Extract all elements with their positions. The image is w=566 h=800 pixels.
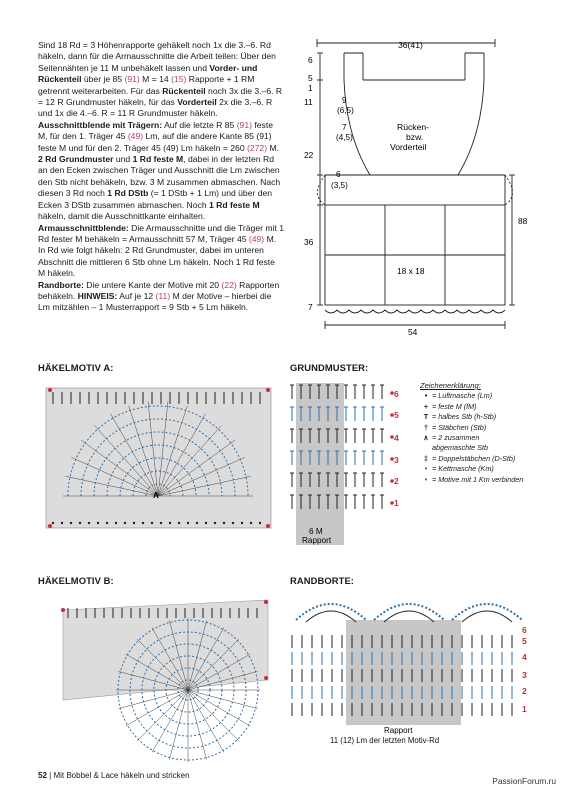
dim-left-36: 36 [304, 237, 314, 247]
motiv-b-ray [126, 690, 188, 726]
rb-scallop [452, 604, 522, 620]
dim-3-5: (3,5) [331, 181, 348, 190]
heading-randborte: RANDBORTE: [290, 575, 355, 586]
motiv-a-chain [214, 522, 216, 524]
dim-left-7: 7 [308, 302, 313, 312]
legend-item: + = feste M (fM) [423, 401, 477, 411]
randborte-chart [286, 590, 526, 740]
gm-row-5: 5 [394, 410, 399, 420]
center-label-2: bzw. [406, 132, 424, 142]
center-label-1: Rücken- [397, 122, 429, 132]
gm-row-1: 1 [394, 498, 399, 508]
motiv-b-ray [188, 690, 239, 741]
motiv-b-ray [188, 690, 224, 752]
dim-left-5: 5 [308, 73, 313, 83]
motiv-a-chain [223, 522, 225, 524]
motiv-a-chain [241, 522, 243, 524]
dim-left-11: 11 [304, 97, 313, 107]
gm-row-4: 4 [394, 433, 399, 443]
rb-row-3: 3 [522, 670, 527, 680]
motiv-b-ray [152, 690, 188, 752]
instruction-p4: Randborte: Die untere Kante der Motive mit 20 (22) Rapporten behäkeln. HINWEIS: Auf je 12 (11) M der Motive – hierbei die Lm mitzählen – 1 Musterrapport = 9 Stb + 5 Lm häkeln. [38, 279, 280, 313]
grundmuster-rapport-1: 6 M [309, 527, 323, 536]
motiv-a-chain [97, 522, 99, 524]
motiv-a-chain [151, 522, 153, 524]
motiv-a-join [266, 388, 270, 392]
gm-row-2: 2 [394, 476, 399, 486]
footer-separator: | [49, 771, 52, 780]
legend-item: † = Stäbchen (Stb) [424, 422, 487, 432]
motiv-a-chain [259, 522, 261, 524]
motiv-a-join [48, 388, 52, 392]
rb-row-6: 6 [522, 625, 527, 635]
motiv-a-join [266, 524, 270, 528]
watermark: PassionForum.ru [492, 776, 556, 786]
gm-row-3: 3 [394, 455, 399, 465]
motiv-a-chain [124, 522, 126, 524]
legend [420, 381, 560, 485]
rb-row-4: 4 [522, 652, 527, 662]
rb-row-5: 5 [522, 636, 527, 646]
motiv-b-ray [188, 690, 250, 726]
motiv-a-chart [38, 378, 278, 543]
footer-title: Mit Bobbel & Lace häkeln und stricken [53, 771, 190, 780]
motiv-a-chain [160, 522, 162, 524]
motiv-a-chain [205, 522, 207, 524]
rb-scallop [374, 604, 444, 620]
motiv-b-ray [137, 690, 188, 741]
motiv-a-chain [142, 522, 144, 524]
instruction-p2: Ausschnittblende mit Trägern: Auf die letzte R 85 (91) feste M, für den 1. Träger 45 (49) Lm, auf die andere Kante 85 (91) feste M und für den 2. Träger 45 (49) Lm häkeln = 260 (272) M. 2 Rd Grundmuster und 1 Rd feste M, dabei in der letzten Rd an den Ecken zwischen Träger und Ausschnitt die Lm zwischen den Stb nicht behäkeln, bzw. 3 M zusammen abmaschen. Nach diesen 3 Rd noch 1 Rd DStb (= 1 DStb + 1 Lm) und über den Ecken 3 DStb zusammen abmaschen. Noch 1 Rd feste M häkeln, damit die Ausschnittkante einhalten. [38, 119, 281, 222]
randborte-rapport-1: Rapport [384, 726, 413, 735]
motiv-a-chain [61, 522, 63, 524]
motiv-a-join [48, 524, 52, 528]
instruction-p3: Armausschnittblende: Die Armausschnitte und die Träger mit 1 Rd fester M behäkeln = Armausschnitt 57 M, Träger 45 (49) M. In Rd wie folgt häkeln: 2 Rd Grundmuster, dabei im unteren Abschnitt die mittleren 6 Stb ohne Lm häkeln. Noch 1 Rd feste M häkeln. [38, 222, 284, 279]
dim-bottom-54: 54 [408, 327, 418, 337]
instruction-p1: Sind 18 Rd = 3 Höhenrapporte gehäkelt noch 1x die 3.–6. Rd häkeln, dann für die Armausschnitte die Arbeit teilen: Über den Seitennähten je 11 M unbehäkelt lassen und Vorder- und Rückenteil über je 85 (91) M = 14 (15) Rapporte + 1 RM getrennt weiterarbeiten. Für das Rückenteil noch 3x die 3.–6. R = 12 R Grundmuster häkeln, für das Vorderteil 2x die 3.–6. R und 1x die 4.–6. R = 11 R Grundmuster häkeln. [38, 40, 283, 119]
heading-motiv-b: HÄKELMOTIV B: [38, 575, 114, 586]
motiv-a-chain [187, 522, 189, 524]
dim-6: 6 [336, 170, 341, 179]
rb-scallop [296, 604, 366, 620]
motiv-a-chain [88, 522, 90, 524]
dim-7: 7 [342, 123, 347, 132]
heading-motiv-a: HÄKELMOTIV A: [38, 362, 114, 373]
rb-fan [462, 611, 512, 622]
instruction-text [38, 40, 284, 314]
motiv-b-join [61, 608, 65, 612]
heading-grundmuster: GRUNDMUSTER: [290, 362, 369, 373]
randborte-rapport-2: 11 (12) Lm der letzten Motiv-Rd [330, 736, 440, 745]
motiv-b-join [264, 600, 268, 604]
motiv-a-chain [106, 522, 108, 524]
motiv-a-chain [115, 522, 117, 524]
dim-4-5: (4,5) [336, 133, 353, 142]
motiv-b-chart [38, 590, 278, 765]
page-footer [38, 771, 190, 780]
legend-item: • = Motive mit 1 Km verbinden [424, 474, 524, 484]
rb-row-1: 1 [522, 704, 527, 714]
motiv-b-ray [188, 690, 258, 709]
motiv-a-chain [52, 522, 54, 524]
legend-item: • = Kettmasche (Km) [424, 464, 494, 474]
legend-item: • = Luftmasche (Lm) [424, 391, 493, 401]
motiv-a-chain [169, 522, 171, 524]
legend-title: Zeichenerklärung: [420, 381, 481, 390]
motiv-b-ray [188, 690, 207, 760]
dim-left-6: 6 [308, 55, 313, 65]
center-label-3: Vorderteil [390, 142, 427, 152]
dim-left-22: 22 [304, 150, 314, 160]
motiv-a-chain [178, 522, 180, 524]
motiv-b-ray [169, 690, 188, 760]
dim-top-width: 36(41) [398, 40, 423, 50]
motiv-a-chain [79, 522, 81, 524]
legend-item: abgemaschte Stb [432, 443, 488, 453]
legend-item: ‡ = Doppelstäbchen (D-Stb) [424, 453, 516, 463]
grundmuster-rapport-2: Rapport [302, 536, 332, 545]
motiv-a-chain [133, 522, 135, 524]
gm-row-6: 6 [394, 389, 399, 399]
legend-item: T = halbes Stb (h-Stb) [423, 412, 497, 422]
rb-row-2: 2 [522, 686, 527, 696]
dim-left-1: 1 [308, 83, 313, 93]
grid-label: 18 x 18 [397, 266, 425, 276]
motiv-b-join [264, 676, 268, 680]
page-number: 52 [38, 771, 47, 780]
motiv-a-chain [250, 522, 252, 524]
motiv-a-chain [70, 522, 72, 524]
dim-right-88: 88 [518, 216, 528, 226]
motiv-a-center-label: A [153, 491, 159, 500]
motiv-a-chain [232, 522, 234, 524]
legend-item: ∧ = 2 zusammen [423, 433, 480, 443]
dim-6-5: (6,5) [337, 106, 354, 115]
dim-9: 9 [342, 96, 347, 105]
garment-schematic [290, 35, 560, 340]
motiv-a-chain [196, 522, 198, 524]
